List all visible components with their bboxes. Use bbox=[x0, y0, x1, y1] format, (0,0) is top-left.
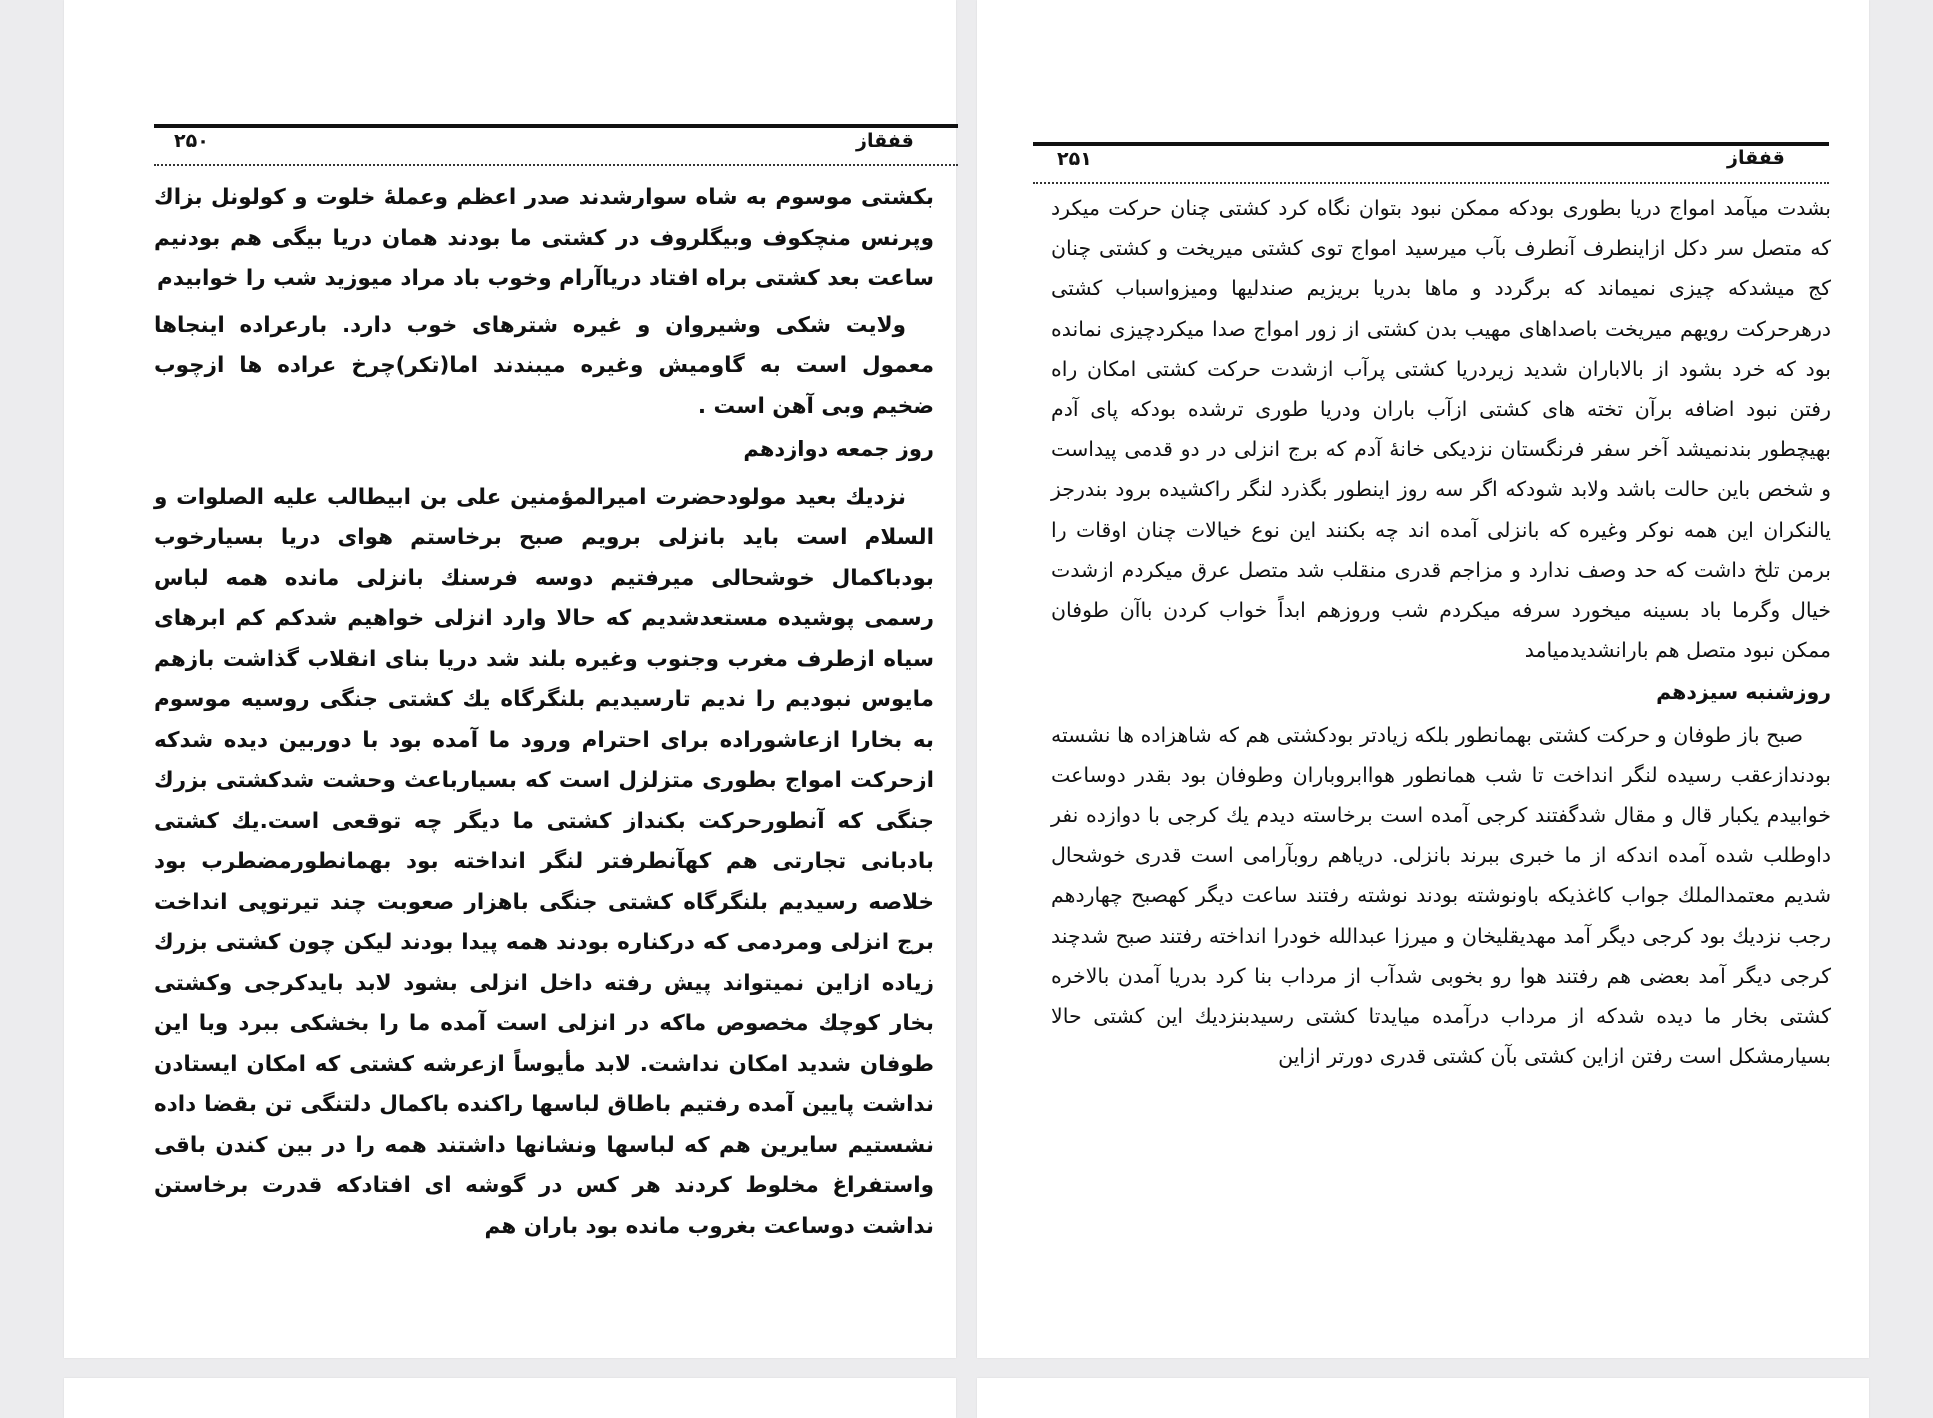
header-rule-bottom bbox=[154, 164, 958, 166]
page-number: ۲۵۱ bbox=[1057, 148, 1092, 170]
paragraph: نزدیك بعید مولودحضرت امیرالمؤمنین علی بن ابیطالب علیه الصلوات و السلام است باید بانزلی برویم صبح برخاستم هوای دریا بسیارخوب بودباکمال خوشحالی میرفتیم دوسه فرسنك بانزلی مانده همه لباس رسمی پوشیده مستعدشدیم که حالا وارد انزلی خواهیم شدکم کم ابرهای سیاه ازطرف مغرب وجنوب وغیره بلند شد دریا بنای انقلاب گذاشت بازهم مایوس نبودیم را ندیم تارسیدیم بلنگرگاه یك کشتی جنگی روسیه موسوم به بخارا ازعاشوراده برای احترام ورود ما آمده بود با دوربین دیده شدکه ازحرکت امواج بطوری متزلزل است که بسیارباعث وحشت شدکشتی بزرك جنگی که آنطورحرکت بکنداز کشتی ما دیگر چه توقعی است.یك کشتی بادبانی تجارتی هم کهآنطرفتر لنگر انداخته بود بهمانطورمضطرب بود خلاصه رسیدیم بلنگرگاه کشتی جنگی باهزار صعوبت چند تیرتوپی انداخت برج انزلی ومردمی که درکناره بودند همه پیدا بودند لیکن چون کشتی بزرك زیاده ازاین نمیتواند پیش رفته داخل انزلی بشود لابد بایدکرجی وکشتی بخار کوچك مخصوص ماکه در انزلی است آمده ما را بخشکی ببرد وبا این طوفان شدید امکان نداشت. لابد مأیوساً ازعرشه کشتی که امکان ایستادن نداشت پایین آمده رفتیم باطاق لباسها راکنده باکمال دلتنگی تن بقضا داده نشستیم سایرین هم که لباسها ونشانها داشتند همه را در بین کندن باقی واستفراغ مخلوط کردند هر کس در گوشه ای افتادکه قدرت برخاستن نداشت دوساعت بغروب مانده بود باران هم bbox=[154, 484, 934, 1239]
header-title: قفقاز bbox=[1727, 147, 1785, 169]
paragraph: بکشتی موسوم به شاه سوارشدند صدر اعظم وعملهٔ خلوت و کولونل بزاك وپرنس منچکوف وبیگلروف در کشتی ما بودند همان دریا بیگی هم بودنیم ساعت بعد کشتی براه افتاد دریاآرام وخوب باد مراد میوزید شب را خوابیدم bbox=[154, 185, 934, 291]
header-title: قفقاز bbox=[856, 130, 914, 152]
header-rule-top bbox=[1033, 142, 1829, 146]
left-page-body bbox=[154, 178, 934, 1247]
right-page-body bbox=[1051, 188, 1831, 1076]
paragraph: بشدت میآمد امواج دریا بطوری بودکه ممکن نبود بتوان نگاه کرد کشتی چنان حرکت میکرد که متصل سر دکل ازاینطرف آنطرف بآب میرسید امواج توی کشتی میریخت و کشتی چنان کج میشدکه چیزی نمیماند که برگردد و ماها بدریا بریزیم صندلیها ومیزواسباب کشتی درهرحرکت رویهم میریخت باصداهای مهیب بدن کشتی از زور امواج صدا میکردچیزی نمانده بود که خرد بشود از بالاباران شدید زیردریا کشتی پرآب ازشدت حرکت کشتی امکان راه رفتن نبود اضافه برآن تخته های کشتی ازآب باران ودریا طوری ترشده بودکه پای آدم بهیچطور بندنمیشد آخر سفر فرنگستان نزدیکی خانهٔ آدم که برج انزلی در دو قدمی پیداست و شخص باین حالت باشد ولابد شودکه اگر سه روز اینطور بگذرد لنگر راکشیده برود بندرجز یالنکران این همه نوکر وغیره که بانزلی آمده اند چه بکنند این نوع خیالات چنان اوقات را برمن تلخ داشت که حد وصف ندارد و مزاجم قدری منقلب شد متصل عرق میکردم ازشدت خیال وگرما باد بسینه میخورد سرفه میکردم شب وروزهم ابداً خواب کردن باآن طوفان ممکن نبود متصل هم بارانشدیدمیامد bbox=[1051, 196, 1831, 663]
page-number: ۲۵۰ bbox=[174, 130, 209, 152]
paragraph: صبح باز طوفان و حرکت کشتی بهمانطور بلکه زیادتر بودکشتی هم که شاهزاده ها نشسته بودندازعقب رسیده لنگر انداخت تا شب همانطور هواابروباران وطوفان بود بقدر دوساعت خوابیدم یکبار قال و مقال شدگفتند کرجی آمده است برخاسته دیدم یك کرجی با دوازده نفر داوطلب شده آمده اندکه از ما خبری ببرند بانزلی. دریاهم روبآرامی است قدری خوشحال شدیم معتمدالملك جواب کاغذیکه باونوشته بودند نوشته رفتند ساعت دیگر کهصبح چهاردهم رجب نزدیك بود کرجی دیگر آمد مهدیقلیخان و میرزا عبدالله خودرا انداخته رفتند صبح شدچند کرجی دیگر آمد بعضی هم رفتند هوا رو بخوبی شدآب از مرداب بنا کرد بدریا آمدن بالاخره کشتی بخار ما دیده شدکه از مرداب درآمده میایدتا کشتی رسیدبنزدیك این کشتی حالا بسیارمشکل است رفتن ازاین کشتی بآن کشتی قدری دورتر ازاین bbox=[1051, 722, 1831, 1069]
section-heading: روز جمعه دوازدهم bbox=[743, 437, 934, 461]
header-rule-top bbox=[154, 124, 958, 128]
header-rule-bottom bbox=[1033, 182, 1829, 184]
next-page-right bbox=[977, 1378, 1869, 1418]
left-page bbox=[64, 0, 956, 1358]
next-page-left bbox=[64, 1378, 956, 1418]
right-page bbox=[977, 0, 1869, 1358]
section-heading: روزشنبه سیزدهم bbox=[1656, 680, 1831, 705]
paragraph: ولایت شکی وشیروان و غیره شترهای خوب دارد. بارعراده اینجاها معمول است به گاومیش وغیره میبندند اما(تکر)چرخ عراده ها ازچوب ضخیم وبی آهن است . bbox=[154, 312, 934, 419]
